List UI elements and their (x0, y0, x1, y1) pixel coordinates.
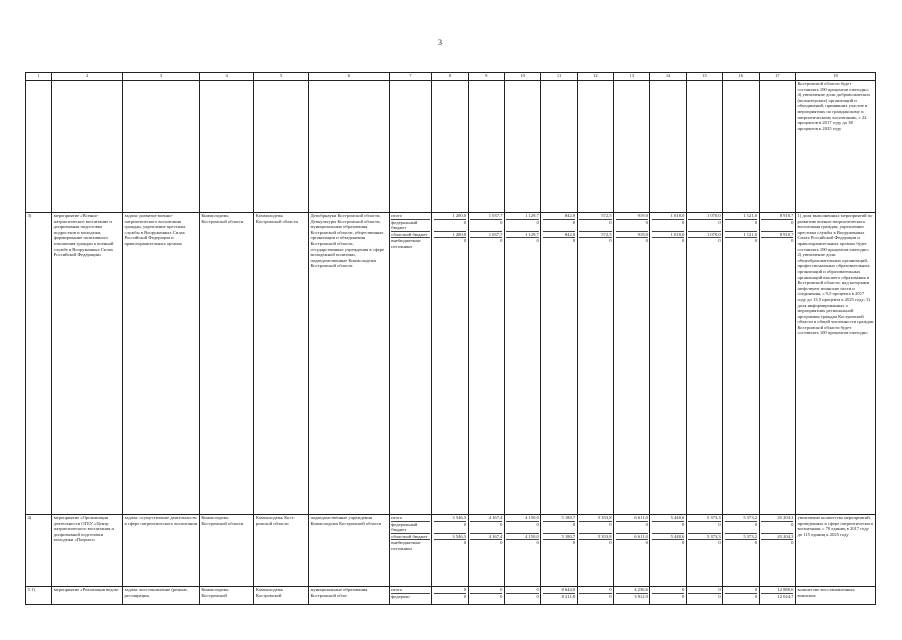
amount-value: 0 (609, 593, 612, 599)
amount-value: 0 (536, 238, 539, 244)
amount-value: 1 121,0 (725, 232, 757, 239)
column-header: 15 (686, 73, 722, 81)
column-header: 18 (795, 73, 875, 81)
table-row (26, 515, 876, 587)
column-header: 12 (577, 73, 613, 81)
cell-col-3: задача: восстановление (ремонт, реставрация, (123, 587, 200, 605)
column-header: 3 (123, 73, 200, 81)
funding-source-label: итого (391, 515, 429, 522)
amount-cell (577, 587, 613, 605)
amount-value: 842,8 (543, 232, 575, 239)
amount-cell (504, 213, 540, 515)
funding-source-label: федераль- (391, 593, 411, 599)
amount-value: 0 (754, 540, 758, 546)
amount-value: 572,5 (579, 232, 611, 239)
cell-col-6: муниципальные образования Костромской обла- (308, 587, 389, 605)
amount-cell (614, 515, 650, 587)
cell-col-5: Коммолодежь Кост-ромской области (254, 515, 309, 587)
amount-value: 0 (616, 220, 648, 232)
amount-value: 572,5 (579, 213, 611, 220)
cell-col-6: подведомственные учреждения Коммолодежи Костромской области (308, 515, 389, 587)
cell-col-5: Коммолодежь Костромской области (254, 213, 309, 515)
amount-value: 5 180,7 (543, 534, 575, 541)
amount-value: 0 (506, 220, 538, 232)
amount-cell (577, 81, 613, 213)
amount-value: 0 (609, 540, 612, 546)
amount-value: 1 018,0 (652, 232, 684, 239)
amount-value: 0 (506, 522, 538, 534)
indicator-cell: увеличение количества мероприятий, проведенных в сфере патриотического воспитания, с 70 единиц в 2017 году до 115 единиц к 2025 году (795, 515, 875, 587)
column-header: 9 (468, 73, 504, 81)
funding-source-label: областной бюджет (391, 534, 429, 541)
funding-source-label: федеральный бюджет (391, 522, 429, 534)
amount-value: 4 167,4 (470, 534, 502, 541)
amount-cell (614, 587, 650, 605)
amount-cell (541, 515, 577, 587)
amount-value: 6 611,0 (616, 515, 648, 522)
amount-value: 0 (688, 522, 720, 534)
column-header: 5 (254, 73, 309, 81)
amount-value: 5 353,8 (579, 534, 611, 541)
amount-value: 1 037,7 (470, 232, 502, 239)
amount-cell (723, 81, 759, 213)
amount-value: 0 (791, 540, 794, 546)
amount-value: 0 (725, 587, 757, 594)
amount-cell (686, 515, 722, 587)
amount-value: 8 910,7 (761, 213, 793, 220)
indicator-cell: количество восстановленных воинских (795, 587, 875, 605)
amount-value: 0 (616, 522, 648, 534)
amount-value: 0 (434, 220, 466, 232)
amount-value: 1 070,0 (688, 232, 720, 239)
amount-cell (504, 515, 540, 587)
amount-value: 1 129,7 (506, 232, 538, 239)
cell-col-1: 4) (26, 515, 52, 587)
cell-col-3: задача: осуществление деятельности в сфере патриотического воспитания (123, 515, 200, 587)
amount-value: 0 (754, 238, 758, 244)
amount-value: 1 121,0 (725, 213, 757, 220)
funding-source-label: федеральный бюджет (391, 220, 429, 232)
amount-value: 0 (791, 238, 794, 244)
cell-col-6: Депобрнауки Костромской области, Депкультуры Костромской области, муниципальные образования Костромской области, общественные организации и объединения Костромской области, государственные учреждения в сфере молодежной политики, подведомственные Коммолодежи Костромской области (308, 213, 389, 515)
amount-value: 0 (652, 587, 684, 594)
cell-col-4 (199, 81, 254, 213)
amount-value: 0 (543, 522, 575, 534)
amount-value: 12 880,6 (761, 587, 793, 594)
amount-value: 0 (536, 593, 539, 599)
amount-value: 0 (536, 540, 539, 546)
amount-value: 0 (652, 220, 684, 232)
amount-value: 0 (463, 238, 467, 244)
funding-source-label: внебюджетные источники (391, 540, 421, 551)
amount-value: 0 (463, 593, 467, 599)
amount-value: 0 (761, 220, 793, 232)
funding-source-label: итого (391, 213, 429, 220)
table-row (26, 213, 876, 515)
cell-col-2: мероприятие «Реализация ведом- (52, 587, 123, 605)
amount-value: 0 (500, 540, 503, 546)
amount-cell (468, 515, 504, 587)
amount-value: 1 070,0 (688, 213, 720, 220)
amount-value: 8 644,0 (543, 587, 575, 594)
amount-cell (686, 587, 722, 605)
amount-value: 45 204,3 (761, 534, 793, 541)
column-header: 11 (541, 73, 577, 81)
amount-value: 0 (500, 593, 503, 599)
column-header: 7 (389, 73, 431, 81)
amount-value: 1 129,7 (506, 213, 538, 220)
amount-cell (432, 515, 468, 587)
amount-value: 0 (682, 593, 685, 599)
amount-cell (577, 515, 613, 587)
column-header: 6 (308, 73, 389, 81)
cell-col-3: задача: развитие военно-патриотического воспитания граждан, укрепление престижа службы в Вооруженных Силах Российской Федерации и правоохранительных органах (123, 213, 200, 515)
funding-source-cell (389, 213, 431, 515)
amount-cell (541, 587, 577, 605)
cell-col-5: Коммолодежь Костромской (254, 587, 309, 605)
cell-col-3 (123, 81, 200, 213)
amount-value: 919,0 (616, 213, 648, 220)
column-header: 14 (650, 73, 686, 81)
funding-source-label: областной бюджет (391, 232, 429, 239)
cell-col-6 (308, 81, 389, 213)
funding-source-label: итого (391, 587, 429, 594)
amount-value: 0 (725, 522, 757, 534)
amount-value: 919,0 (616, 232, 648, 239)
cell-col-4: Коммолодежь Костромской области (199, 213, 254, 515)
amount-cell (723, 587, 759, 605)
amount-value: 4 150,0 (506, 515, 538, 522)
cell-col-2: мероприятие «Организация деятельности ОГБУ «Центр патриотического воспитания и допризывной подготовки молодежи «Патриот» (52, 515, 123, 587)
amount-value: 1 200,0 (434, 213, 466, 220)
amount-value: 4 167,4 (470, 515, 502, 522)
amount-cell (650, 515, 686, 587)
amount-value: 5 353,8 (579, 515, 611, 522)
amount-cell (432, 81, 468, 213)
amount-value: 0 (434, 522, 466, 534)
amount-cell (432, 213, 468, 515)
funding-source-cell (389, 587, 431, 605)
cell-col-2: мероприятие «Всенно-патриотическое воспитание и допризывная подготовка подростков и молодежи, формирование позитивного отношения граждан к военной службе в Вооруженных Силах Российской Федерации» (52, 213, 123, 515)
amount-cell (541, 81, 577, 213)
funding-source-label: внебюджетные источники (391, 238, 421, 249)
amount-value: 6 611,0 (616, 534, 648, 541)
indicator-cell: 1) доля выполненных мероприятий по развитию военно-патриотического воспитания граждан, укреплению престижа службы в Вооруженных Силах Российской Федерации и правоохранительных органах будет составлять 100 процентов ежегодно; 2) увеличение доли общеобразовательных организаций, профессиональных образовательных организаций и образовательных организаций высшего образования в Костромской области, над которыми шефствуют воинские части и соединения, с 9,5 процента в 2017 году до 13,5 процента к 2025 году; 3) доля информированных о мероприятиях региональной программы граждан Костромской области в общей численности граждан Костромской области будет составлять 100 процентов ежегодно (795, 213, 875, 515)
column-header: 1 (26, 73, 52, 81)
amount-value: 0 (718, 238, 721, 244)
amount-value: 0 (652, 522, 684, 534)
amount-value: 0 (682, 540, 685, 546)
cell-col-1 (26, 81, 52, 213)
amount-value: 0 (470, 522, 502, 534)
amount-value: 0 (572, 238, 576, 244)
amount-value: 0 (543, 220, 575, 232)
cell-col-1: 5.1) (26, 587, 52, 605)
amount-cell (432, 587, 468, 605)
amount-value: 5 373,3 (688, 534, 720, 541)
amount-cell (759, 81, 795, 213)
amount-value: 5 373,3 (688, 515, 720, 522)
amount-value: 0 (688, 220, 720, 232)
amount-value: 12 024,7 (777, 593, 794, 599)
amount-value: 0 (579, 220, 611, 232)
column-header: 4 (199, 73, 254, 81)
amount-cell (541, 213, 577, 515)
amount-value: 0 (682, 238, 685, 244)
amount-value: 0 (579, 587, 611, 594)
amount-value: 0 (500, 238, 503, 244)
amount-value: 1 200,0 (434, 232, 466, 239)
table-row (26, 81, 876, 213)
amount-value: 45 204,3 (761, 515, 793, 522)
amount-value: 0 (434, 587, 466, 594)
amount-cell (723, 213, 759, 515)
amount-cell (468, 213, 504, 515)
amount-value: 1 037,7 (470, 213, 502, 220)
amount-cell (504, 587, 540, 605)
column-header: 13 (614, 73, 650, 81)
amount-value: 0 (718, 540, 721, 546)
amount-value: 0 (572, 540, 576, 546)
funding-source-cell (389, 81, 431, 213)
column-header: 2 (52, 73, 123, 81)
amount-cell (650, 81, 686, 213)
cell-col-4: Коммолодежь Костромской области (199, 515, 254, 587)
amount-value: 0 (645, 540, 648, 546)
amount-value: 3 812,9 (634, 593, 648, 599)
amount-cell (614, 213, 650, 515)
amount-cell (577, 213, 613, 515)
amount-cell (686, 213, 722, 515)
amount-cell (650, 213, 686, 515)
amount-value: 8 910,7 (761, 232, 793, 239)
amount-value: 0 (609, 238, 612, 244)
column-header: 8 (432, 73, 468, 81)
amount-cell (504, 81, 540, 213)
cell-col-2 (52, 81, 123, 213)
table-row (26, 587, 876, 605)
amount-cell (723, 515, 759, 587)
amount-value: 4 150,0 (506, 534, 538, 541)
amount-value: 0 (645, 238, 648, 244)
amount-cell (759, 587, 795, 605)
amount-value: 842,8 (543, 213, 575, 220)
amount-value: 0 (761, 522, 793, 534)
amount-value: 0 (718, 593, 721, 599)
program-table (25, 72, 876, 605)
cell-col-1: 3) (26, 213, 52, 515)
column-header: 10 (504, 73, 540, 81)
amount-cell (614, 81, 650, 213)
amount-value: 5 373,2 (725, 534, 757, 541)
amount-value: 5 373,2 (725, 515, 757, 522)
header-row (26, 73, 876, 81)
page-number: 3 (438, 38, 442, 47)
amount-value: 5 180,7 (543, 515, 575, 522)
indicator-cell: Костромской области будет составлять 100 процентов ежегодно; 4) увеличение доли добровольческих (волонтерских) организаций и объединений, принявших участие в мероприятиях по гражданскому и патриотическому воспитанию, с 22 процентов в 2017 году до 38 процентов к 2025 году (795, 81, 875, 213)
amount-value: 5 448,6 (652, 534, 684, 541)
amount-value: 0 (688, 587, 720, 594)
amount-cell (686, 81, 722, 213)
amount-value: 3 546,3 (434, 515, 466, 522)
column-header: 16 (723, 73, 759, 81)
amount-value: 4 236,6 (616, 587, 648, 594)
funding-source-cell (389, 515, 431, 587)
amount-cell (759, 213, 795, 515)
amount-cell (468, 587, 504, 605)
amount-value: 1 018,0 (652, 213, 684, 220)
amount-cell (468, 81, 504, 213)
amount-value: 3 546,3 (434, 534, 466, 541)
amount-value: 0 (579, 522, 611, 534)
amount-value: 0 (506, 587, 538, 594)
amount-value: 0 (470, 220, 502, 232)
amount-cell (650, 587, 686, 605)
column-header: 17 (759, 73, 795, 81)
amount-value: 5 448,6 (652, 515, 684, 522)
cell-col-4: Коммолодежь Костромской (199, 587, 254, 605)
amount-value: 0 (725, 220, 757, 232)
amount-value: 0 (463, 540, 467, 546)
cell-col-5 (254, 81, 309, 213)
amount-cell (759, 515, 795, 587)
amount-value: 8 211,8 (561, 593, 576, 599)
amount-value: 0 (470, 587, 502, 594)
amount-value: 0 (754, 593, 758, 599)
